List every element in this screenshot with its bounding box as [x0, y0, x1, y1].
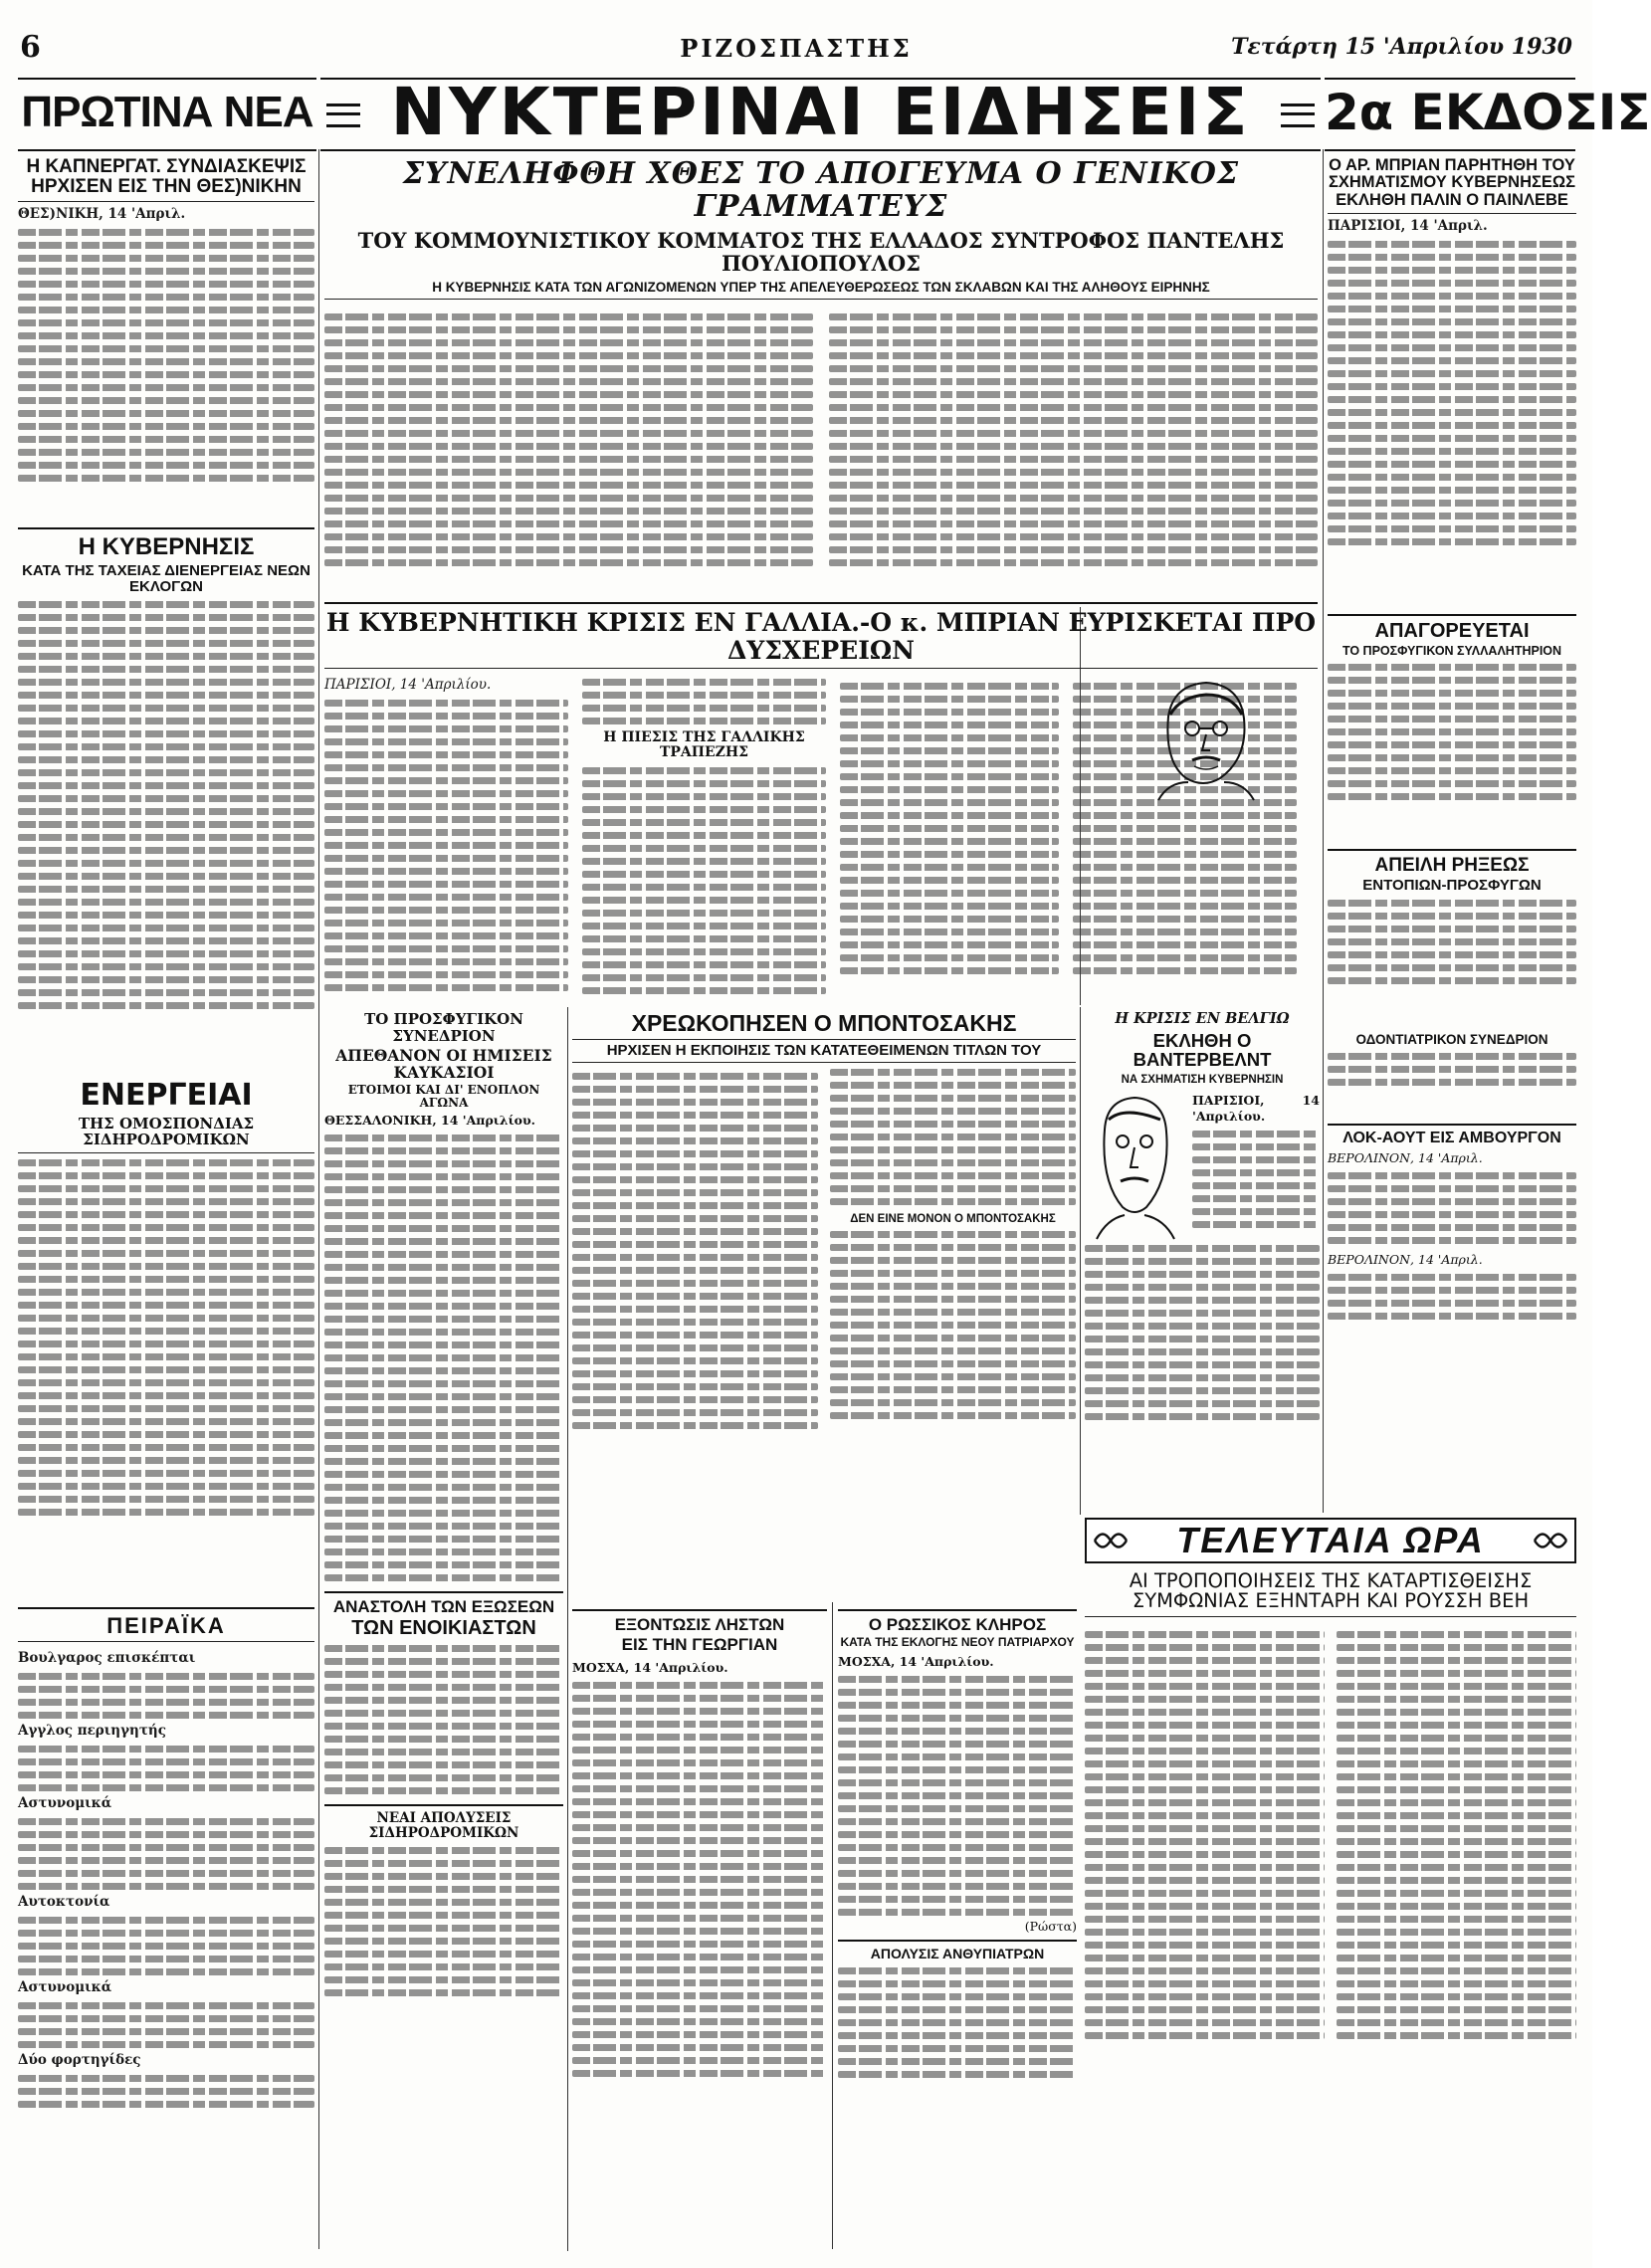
body-text-placeholder — [18, 229, 314, 482]
dateline: ΠΑΡΙΣΙΟΙ, 14 'Απριλίου. — [324, 677, 492, 693]
body-text-placeholder — [1328, 900, 1576, 984]
article-headline: ΑΙ ΤΡΟΠΟΠΟΙΗΣΕΙΣ ΤΗΣ ΚΑΤΑΡΤΙΣΘΕΙΣΗΣ ΣΥΜΦΩΝΙΑΣ ΕΞΗΝΤΑΡΗ ΚΑΙ ΡΟΥΣΣΗ ΒΕΗ — [1129, 1568, 1533, 1613]
lead-subheadline: Η ΚΥΒΕΡΝΗΣΙΣ ΚΑΤΑ ΤΩΝ ΑΓΩΝΙΖΟΜΕΝΩΝ ΥΠΕΡ ΤΗΣ ΑΠΕΛΕΥΘΕΡΩΣΕΩΣ ΤΩΝ ΣΚΛΑΒΩΝ ΚΑΙ ΤΗΣ ΑΛΗΘΟΥΣ ΕΙΡΗΝΗΣ — [432, 280, 1210, 296]
body-text-placeholder — [572, 1682, 827, 2077]
body-text-placeholder — [324, 700, 568, 991]
newspaper-name: ΡΙΖΟΣΠΑΣΤΗΣ — [680, 34, 913, 63]
article-piraeus — [18, 1602, 314, 2249]
body-text-placeholder — [18, 1673, 314, 1719]
page-number: 6 — [20, 30, 41, 65]
body-text-placeholder — [1192, 1131, 1320, 1228]
body-text-placeholder — [829, 308, 1318, 566]
caricature-portrait — [1129, 667, 1278, 801]
article-bontosakis-bankruptcy — [572, 1011, 1076, 1598]
body-text-placeholder — [18, 1818, 314, 1890]
article-headline: Ο ΡΩΣΣΙΚΟΣ ΚΛΗΡΟΣ — [868, 1615, 1047, 1634]
dateline: ΠΑΡΙΣΙΟΙ, 14 'Απριλίου. — [1192, 1092, 1320, 1124]
header-left-title: ΠΡΩΤΙΝΑ ΝΕΑ — [21, 88, 313, 136]
body-text-placeholder — [838, 1676, 1077, 1916]
article-headline: ΑΠΑΓΟΡΕΥΕΤΑΙ — [1374, 620, 1530, 642]
column-rule — [832, 1602, 833, 2249]
caricature-portrait — [1085, 1090, 1184, 1239]
body-text-placeholder — [18, 1159, 314, 1516]
article-headline: ΑΝΑΣΤΟΛΗ ΤΩΝ ΕΞΩΣΕΩΝ — [332, 1597, 555, 1617]
body-text-placeholder — [1085, 1245, 1320, 1420]
column-rule — [567, 1007, 568, 2251]
news-item-title: Βουλγαρος επισκέπται — [18, 1650, 196, 1667]
column-rule — [318, 149, 319, 2249]
article-headline: ΧΡΕΩΚΟΠΗΣΕΝ Ο ΜΠΟΝΤΟΣΑΚΗΣ — [631, 1010, 1017, 1036]
article-headline: Η ΚΥΒΕΡΝΗΤΙΚΗ ΚΡΙΣΙΣ ΕΝ ΓΑΛΛΙΑ.-Ο κ. ΜΠΡΙΑΝ ΕΥΡΙΣΚΕΤΑΙ ΠΡΟ ΔΥΣΧΕΡΕΙΩΝ — [325, 608, 1317, 665]
article-russian-clergy — [838, 1604, 1077, 2246]
article-tobacco-conference — [18, 157, 314, 515]
article-subheadline: ΚΑΤΑ ΤΗΣ ΕΚΛΟΓΗΣ ΝΕΟΥ ΠΑΤΡΙΑΡΧΟΥ — [840, 1634, 1075, 1649]
body-text-placeholder — [1328, 1274, 1576, 1320]
article-subheadline: ΕΤΟΙΜΟΙ ΚΑΙ ΔΙ' ΕΝΟΠΛΟΝ ΑΓΩΝΑ — [347, 1083, 540, 1111]
body-text-placeholder — [840, 677, 1059, 994]
news-item-title: Αστυνομικά — [18, 1979, 112, 1996]
article-subheadline: Η ΠΙΕΣΙΣ ΤΗΣ ΓΑΛΛΙΚΗΣ ΤΡΑΠΕΖΗΣ — [603, 729, 805, 761]
article-headline-secondary: ΤΩΝ ΕΝΟΙΚΙΑΣΤΩΝ — [351, 1617, 536, 1640]
body-text-placeholder — [1337, 1625, 1576, 2039]
article-lead-arrest — [324, 157, 1318, 595]
body-text-placeholder — [582, 767, 826, 994]
article-subheadline: ΚΑΤΑ ΤΗΣ ΤΑΧΕΙΑΣ ΔΙΕΝΕΡΓΕΙΑΣ ΝΕΩΝ ΕΚΛΟΓΩΝ — [22, 562, 310, 595]
dateline: ΠΑΡΙΣΙΟΙ, 14 'Απριλ. — [1328, 217, 1488, 234]
article-headline: ΛΟΚ-ΑΟΥΤ ΕΙΣ ΑΜΒΟΥΡΓΟΝ — [1342, 1130, 1561, 1146]
article-hamburg-lockout — [1328, 1119, 1576, 1357]
article-headline: ΝΕΑΙ ΑΠΟΛΥΣΕΙΣ ΣΙΔΗΡΟΔΡΟΜΙΚΩΝ — [368, 1810, 519, 1842]
body-text-placeholder — [572, 1067, 818, 1429]
dateline: ΒΕΡΟΛΙΝΟΝ, 14 'Απριλ. — [1328, 1251, 1483, 1267]
article-headline-secondary: ΕΚΛΗΘΗ Ο ΒΑΝΤΕΡΒΕΛΝΤ — [1133, 1029, 1272, 1071]
article-headline-secondary: ΗΡΧΙΣΕΝ Η ΕΚΠΟΙΗΣΙΣ ΤΩΝ ΚΑΤΑΤΕΘΕΙΜΕΝΩΝ ΤΙΤΛΩΝ ΤΟΥ — [572, 1039, 1076, 1063]
article-headline: ΑΠΟΛΥΣΙΣ ΑΝΘΥΠΙΑΤΡΩΝ — [870, 1946, 1045, 1962]
article-belgium-crisis — [1085, 1011, 1320, 1509]
article-subheadline: ΤΟ ΠΡΟΣΦΥΓΙΚΟΝ ΣΥΛΛΑΛΗΤΗΡΙΟΝ — [1341, 644, 1562, 658]
article-france-crisis — [324, 597, 1318, 1005]
article-headline: ΕΝΕΡΓΕΙΑΙ — [80, 1078, 253, 1113]
article-briand-resignation — [1328, 157, 1576, 605]
body-text-placeholder — [830, 1231, 1076, 1419]
body-text-placeholder — [18, 601, 314, 1009]
article-subheadline: ΤΗΣ ΟΜΟΣΠΟΝΔΙΑΣ ΣΙΔΗΡΟΔΡΟΜΙΚΩΝ — [78, 1114, 255, 1148]
news-item-title: Αυτοκτονία — [18, 1894, 110, 1911]
article-subheadline: ΔΕΝ ΕΙΝΕ ΜΟΝΟΝ Ο ΜΠΟΝΤΟΣΑΚΗΣ — [850, 1212, 1056, 1225]
body-text-placeholder — [1328, 1172, 1576, 1244]
body-text-placeholder — [18, 2075, 314, 2108]
header-right-box — [1325, 78, 1651, 151]
lead-headline-secondary: ΤΟΥ ΚΟΜΜΟΥΝΙΣΤΙΚΟΥ ΚΟΜΜΑΤΟΣ ΤΗΣ ΕΛΛΑΔΟΣ ΣΥΝΤΡΟΦΟΣ ΠΑΝΤΕΛΗΣ ΠΟΥΛΙΟΠΟΥΛΟΣ — [357, 228, 1285, 277]
article-subheadline: ΝΑ ΣΧΗΜΑΤΙΣΗ ΚΥΒΕΡΝΗΣΙΝ — [1121, 1073, 1284, 1086]
news-item-title: Αστυνομικά — [18, 1795, 112, 1812]
article-headline: Η ΚΥΒΕΡΝΗΣΙΣ — [78, 533, 255, 560]
body-text-placeholder — [324, 1645, 563, 1794]
article-headline: ΕΞΟΝΤΩΣΙΣ ΛΗΣΤΩΝ — [614, 1615, 785, 1634]
article-headline: ΠΕΙΡΑΪΚΑ — [106, 1613, 226, 1638]
column-rule — [1080, 1007, 1081, 1515]
last-hour-banner — [1085, 1518, 1576, 1563]
body-text-placeholder — [1328, 1053, 1576, 1086]
body-text-placeholder — [324, 308, 813, 566]
dateline: ΘΕΣΣΑΛΟΝΙΚΗ, 14 'Απριλίου. — [324, 1113, 535, 1129]
dateline: ΜΟΣΧΑ, 14 'Απριλίου. — [838, 1654, 994, 1670]
dateline: ΘΕΣ)ΝΙΚΗ, 14 'Απριλ. — [18, 205, 186, 222]
header-left-box — [18, 78, 316, 151]
article-last-hour — [1085, 1518, 1576, 2249]
dateline: ΜΟΣΧΑ, 14 'Απριλίου. — [572, 1659, 728, 1675]
body-text-placeholder — [582, 679, 826, 724]
article-headline: Ο ΑΡ. ΜΠΡΙΑΝ ΠΑΡΗΤΗΘΗ ΤΟΥ ΣΧΗΜΑΤΙΣΜΟΥ ΚΥΒΕΡΝΗΣΕΩΣ ΕΚΛΗΘΗ ΠΑΛΙΝ Ο ΠΑΙΝΛΕΒΕ — [1328, 156, 1576, 209]
article-headline-secondary: ΑΠΕΘΑΝΟΝ ΟΙ ΗΜΙΣΕΙΣ ΚΑΥΚΑΣΙΟΙ — [335, 1046, 552, 1083]
article-rally-banned — [1328, 609, 1576, 838]
rule-ornament-right — [1281, 103, 1315, 127]
article-dental-congress — [1328, 1033, 1576, 1113]
article-georgia-bandits — [572, 1604, 827, 2246]
lead-headline: ΣΥΝΕΛΗΦΘΗ ΧΘΕΣ ΤΟ ΑΠΟΓΕΥΜΑ Ο ΓΕΝΙΚΟΣ ΓΡΑΜΜΑΤΕΥΣ — [402, 156, 1240, 224]
body-text-placeholder — [18, 1746, 314, 1791]
body-text-placeholder — [18, 1917, 314, 1975]
rule-ornament-left — [326, 103, 360, 127]
article-headline: ΑΠΕΙΛΗ ΡΗΞΕΩΣ — [1374, 855, 1530, 876]
last-hour-title: ΤΕΛΕΥΤΑΙΑ ΩΡΑ — [1176, 1520, 1485, 1560]
article-headline: ΤΟ ΠΡΟΣΦΥΓΙΚΟΝ ΣΥΝΕΔΡΙΟΝ — [364, 1010, 523, 1045]
body-text-placeholder — [1328, 241, 1576, 545]
body-text-placeholder — [324, 1847, 563, 1996]
decorative-flourish-icon — [1533, 1526, 1568, 1555]
body-text-placeholder — [18, 2002, 314, 2048]
article-subheadline: ΕΝΤΟΠΙΩΝ-ΠΡΟΣΦΥΓΩΝ — [1362, 876, 1542, 894]
article-rupture-threat — [1328, 844, 1576, 1028]
news-item-title: Δύο φορτηγίδες — [18, 2052, 141, 2069]
header-center-box — [320, 74, 1321, 151]
body-text-placeholder — [830, 1069, 1076, 1205]
article-headline: Η ΚΑΠΝΕΡΓΑΤ. ΣΥΝΔΙΑΣΚΕΨΙΣ ΗΡΧΙΣΕΝ ΕΙΣ ΤΗΝ ΘΕΣ)ΝΙΚΗΝ — [26, 156, 307, 197]
body-text-placeholder — [1328, 664, 1576, 800]
issue-date: Τετάρτη 15 'Απριλίου 1930 — [1231, 34, 1572, 60]
decorative-flourish-icon — [1093, 1526, 1129, 1555]
header-center-title: ΝΥΚΤΕΡΙΝΑΙ ΕΙΔΗΣΕΙΣ — [390, 74, 1251, 150]
body-text-placeholder — [324, 1134, 563, 1581]
header-right-title: 2α ΕΚΔΟΣΙΣ — [1325, 84, 1651, 141]
news-agency-signoff: (Ρώστα) — [1024, 1919, 1077, 1935]
running-head — [20, 30, 1572, 70]
dateline: ΒΕΡΟΛΙΝΟΝ, 14 'Απριλ. — [1328, 1149, 1483, 1165]
article-railway-federation — [18, 1080, 314, 1597]
column-rule — [1323, 149, 1324, 1513]
article-headline-secondary: ΕΙΣ ΤΗΝ ΓΕΩΡΓΙΑΝ — [621, 1634, 778, 1654]
article-headline: ΟΔΟΝΤΙΑΤΡΙΚΟΝ ΣΥΝΕΔΡΙΟΝ — [1355, 1032, 1548, 1047]
body-text-placeholder — [1085, 1625, 1325, 2039]
article-headline: Η ΚΡΙΣΙΣ ΕΝ ΒΕΛΓΙΩ — [1115, 1010, 1290, 1027]
body-text-placeholder — [838, 1967, 1077, 2078]
article-government-elections — [18, 522, 314, 1075]
news-item-title: Αγγλος περιηγητής — [18, 1723, 166, 1740]
article-refugee-congress — [324, 1011, 563, 2245]
